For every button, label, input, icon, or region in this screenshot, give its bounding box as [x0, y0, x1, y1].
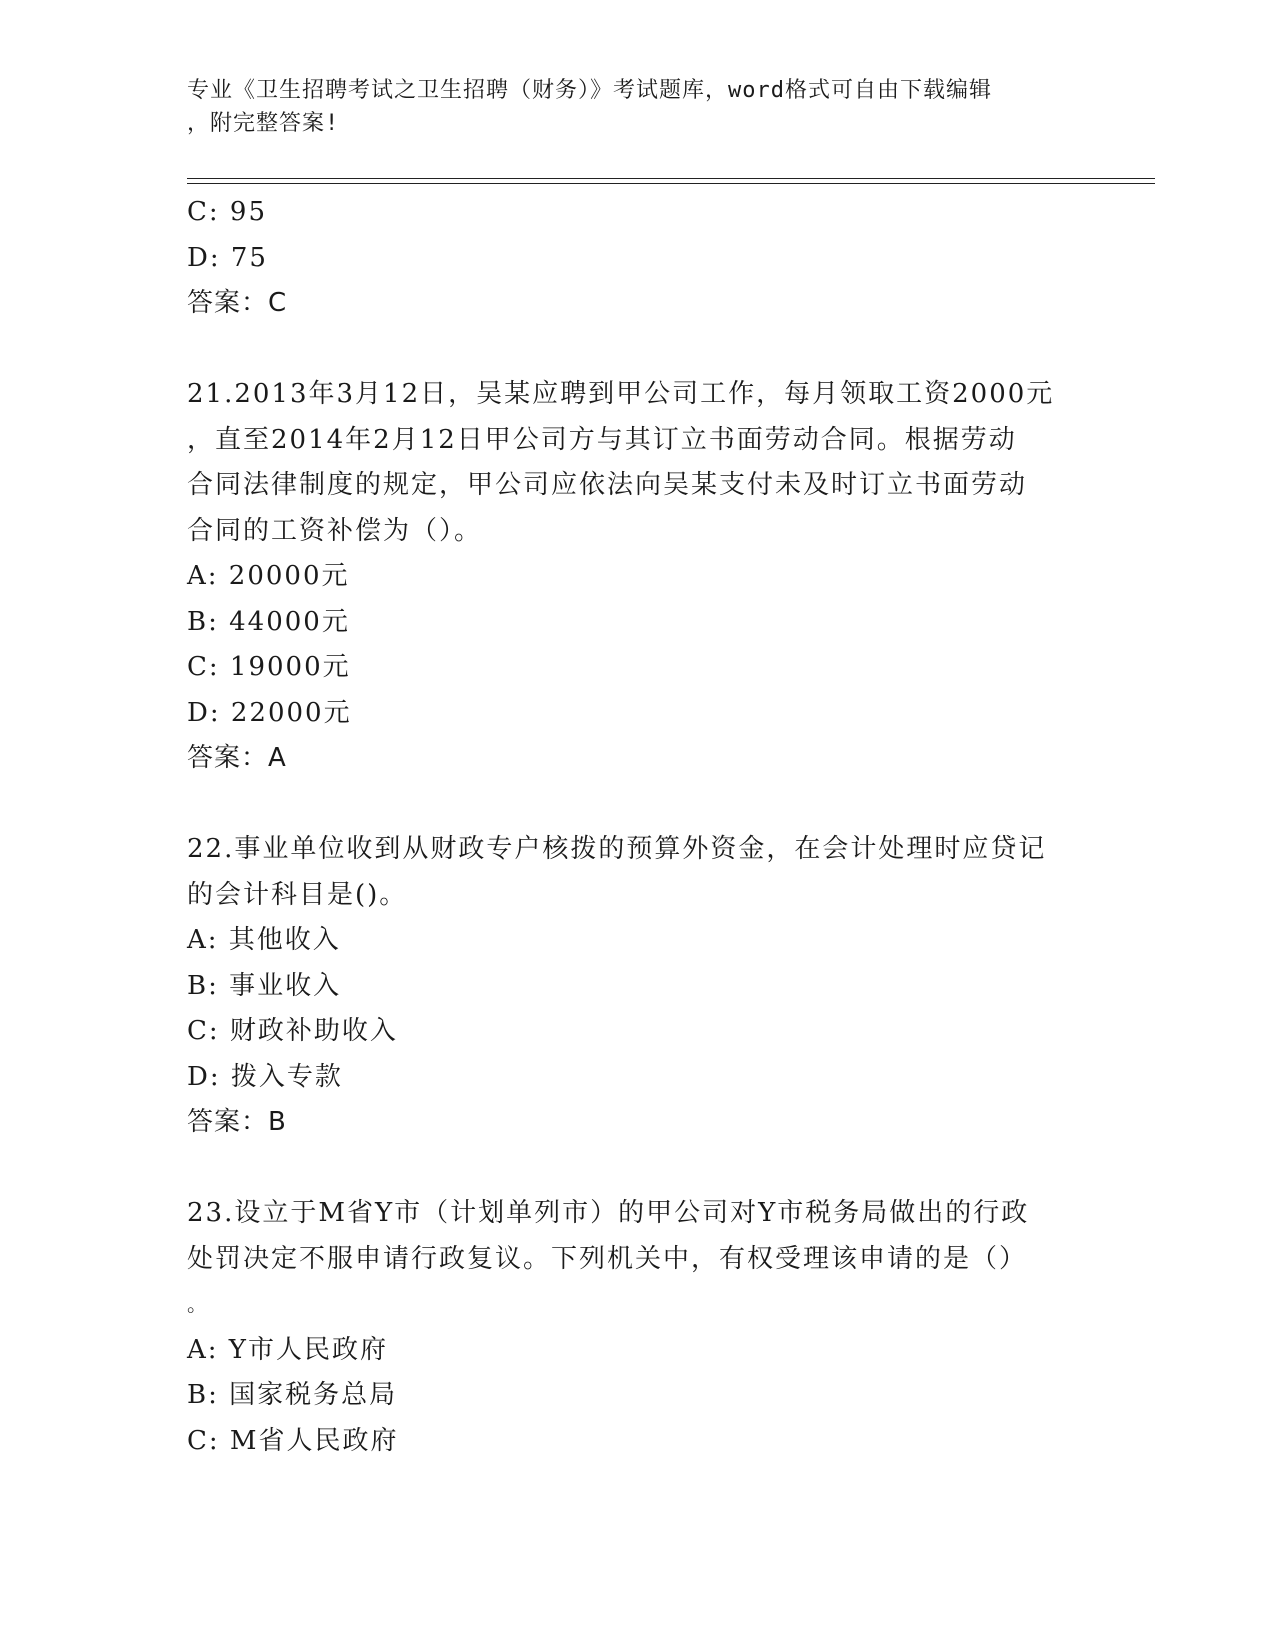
question-text-line: 的会计科目是()。	[187, 879, 408, 910]
answer: 答案：A	[187, 743, 287, 773]
option-a: A: 其他收入	[187, 925, 341, 955]
question-text-line: ，直至2014年2月12日甲公司方与其订立书面劳动合同。根据劳动	[187, 424, 1017, 455]
header-divider-top	[187, 178, 1155, 179]
option-c: C: M省人民政府	[187, 1425, 399, 1456]
question-text-line: 22.事业单位收到从财政专户核拨的预算外资金，在会计处理时应贷记	[187, 834, 1047, 864]
option-b: B: 44000元	[187, 606, 350, 637]
option-c: C: 19000元	[187, 652, 351, 682]
option-c: C: 95	[187, 197, 268, 227]
option-c: C: 财政补助收入	[187, 1016, 398, 1046]
option-b: B: 事业收入	[187, 970, 342, 1001]
answer: 答案：B	[187, 1107, 287, 1137]
question-text-line: 。	[187, 1292, 209, 1316]
question-22	[187, 827, 1087, 1146]
option-a: A: Y市人民政府	[187, 1334, 388, 1365]
question-23	[187, 1191, 1087, 1464]
header-line-1: 专业《卫生招聘考试之卫生招聘（财务）》考试题库，word格式可自由下载编辑	[187, 78, 992, 103]
option-d: D: 拨入专款	[187, 1061, 343, 1092]
question-text-line: 合同法律制度的规定，甲公司应依法向吴某支付未及时订立书面劳动	[187, 470, 1028, 500]
document-header	[187, 74, 1087, 140]
question-text-line: 处罚决定不服申请行政复议。下列机关中，有权受理该申请的是（）	[187, 1243, 1028, 1274]
header-line-2: ，附完整答案!	[187, 111, 340, 136]
option-d: D: 75	[187, 242, 268, 273]
option-b: B: 国家税务总局	[187, 1380, 398, 1410]
question-21	[187, 372, 1087, 782]
option-d: D: 22000元	[187, 697, 352, 728]
previous-question-tail	[187, 190, 1087, 327]
header-divider-bottom	[187, 183, 1155, 184]
document-body	[187, 190, 1087, 1464]
question-text-line: 21.2013年3月12日，吴某应聘到甲公司工作，每月领取工资2000元	[187, 379, 1055, 409]
option-a: A: 20000元	[187, 561, 350, 591]
question-text-line: 合同的工资补偿为（）。	[187, 515, 483, 546]
question-text-line: 23.设立于M省Y市（计划单列市）的甲公司对Y市税务局做出的行政	[187, 1198, 1030, 1228]
answer: 答案：C	[187, 288, 288, 318]
